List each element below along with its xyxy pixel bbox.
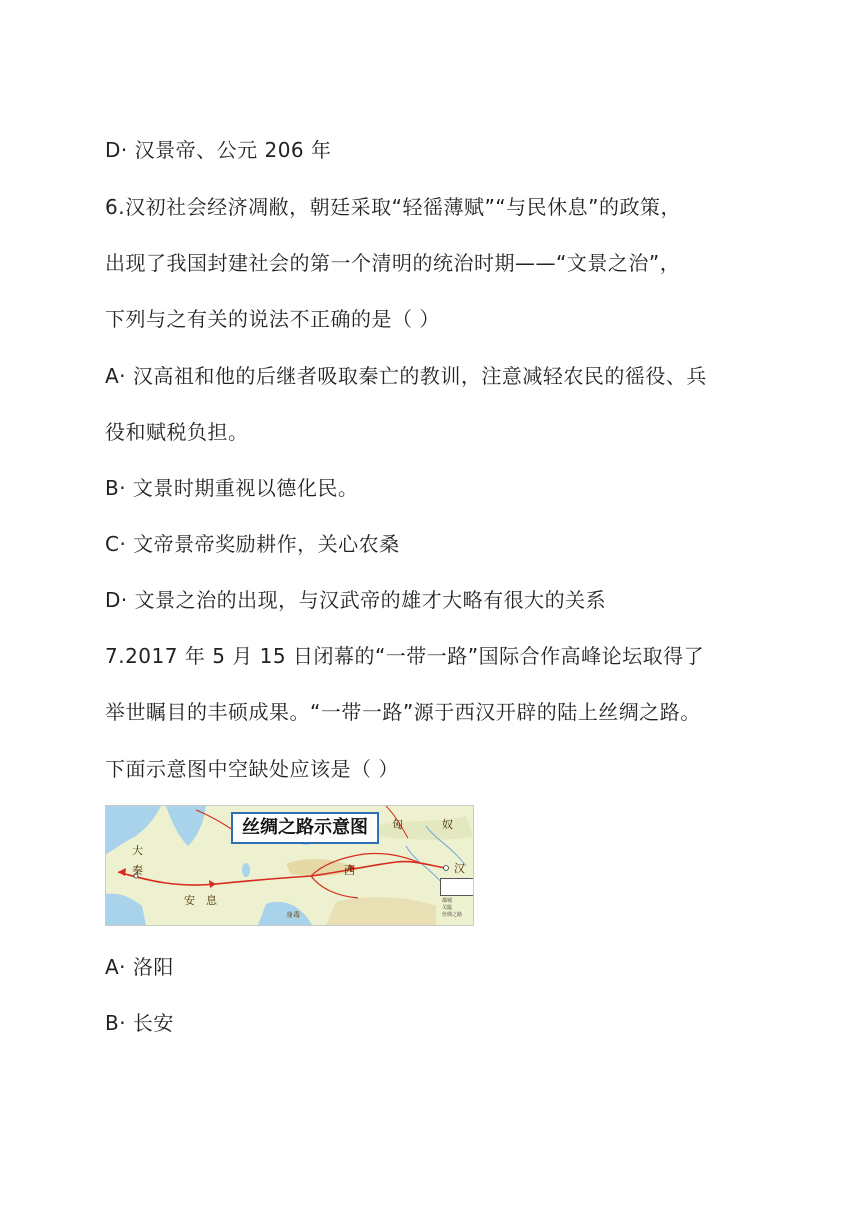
option-7a: A· 洛阳 xyxy=(105,955,174,979)
question-7-line-2: 举世瞩目的丰硕成果。“一带一路”源于西汉开辟的陆上丝绸之路。 xyxy=(105,700,701,724)
option-5d: D· 汉景帝、公元 206 年 xyxy=(105,138,332,162)
map-label-xi-anxi: 息 xyxy=(206,894,217,907)
silk-road-map xyxy=(105,805,474,926)
option-6d: D· 文景之治的出现，与汉武帝的雄才大略有很大的关系 xyxy=(105,588,607,612)
legend-route: 丝绸之路 xyxy=(442,912,463,918)
map-blank-box xyxy=(440,878,474,896)
map-label-qin: 秦 xyxy=(132,864,143,877)
option-7b: B· 长安 xyxy=(105,1011,174,1035)
map-label-an: 安 xyxy=(184,894,195,907)
map-label-nu: 奴 xyxy=(442,818,453,831)
legend-capital: 都城 xyxy=(442,898,453,904)
question-7-line-1: 7.2017 年 5 月 15 日闭幕的“一带一路”国际合作高峰论坛取得了 xyxy=(105,644,705,668)
question-6-line-1: 6.汉初社会经济凋敝，朝廷采取“轻徭薄赋”“与民休息”的政策， xyxy=(105,195,682,219)
map-label-xi: 西 xyxy=(344,864,355,877)
map-title: 丝绸之路示意图 xyxy=(231,812,379,844)
map-label-da: 大 xyxy=(132,844,143,857)
map-label-shendu: 身毒 xyxy=(286,911,300,919)
question-7-line-3: 下面示意图中空缺处应该是（ ） xyxy=(105,757,399,781)
map-legend xyxy=(442,898,472,919)
map-label-xiong: 匈 xyxy=(392,818,403,831)
legend-pass: 关隘 xyxy=(442,905,453,911)
question-6-line-2: 出现了我国封建社会的第一个清明的统治时期——“文景之治”， xyxy=(105,251,681,275)
option-6a-line-2: 役和赋税负担。 xyxy=(105,420,249,444)
question-6-line-3: 下列与之有关的说法不正确的是（ ） xyxy=(105,307,440,331)
option-6c: C· 文帝景帝奖励耕作，关心农桑 xyxy=(105,532,400,556)
option-6b: B· 文景时期重视以德化民。 xyxy=(105,476,359,500)
option-6a-line-1: A· 汉高祖和他的后继者吸取秦亡的教训，注意减轻农民的徭役、兵 xyxy=(105,364,707,388)
map-label-han: 汉 xyxy=(454,862,465,875)
